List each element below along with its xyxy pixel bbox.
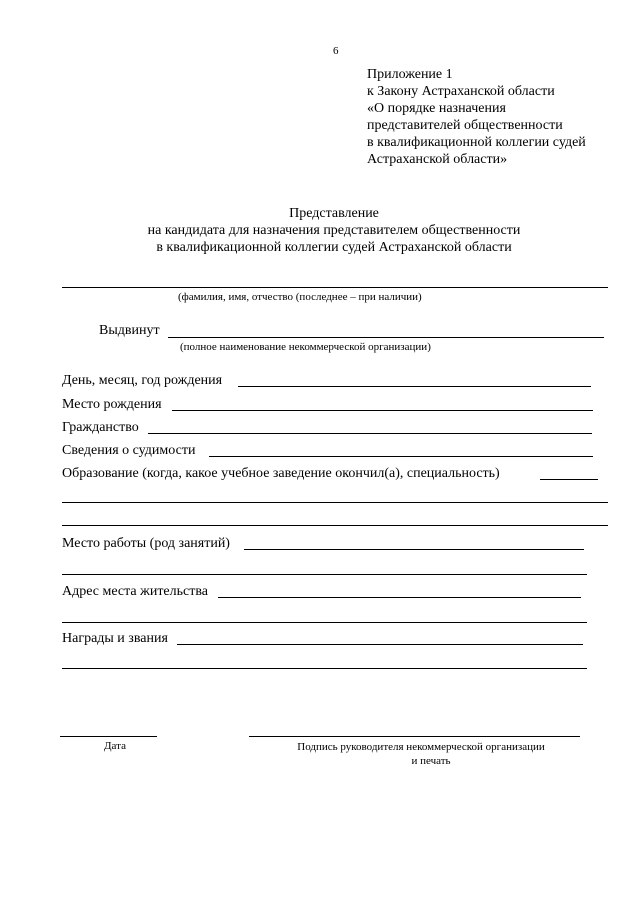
address-field-line[interactable] <box>218 597 581 598</box>
appendix-line: к Закону Астраханской области <box>367 84 555 99</box>
awards-extra-line[interactable] <box>62 668 587 669</box>
document-title <box>60 205 608 256</box>
signature-label-seal: и печать <box>411 755 451 767</box>
date-label: Дата <box>104 740 126 752</box>
signature-field-line[interactable] <box>249 736 580 737</box>
criminal-record-label: Сведения о судимости <box>62 443 196 458</box>
birth-place-label: Место рождения <box>62 397 162 412</box>
workplace-label: Место работы (род занятий) <box>62 536 230 551</box>
education-extra-line[interactable] <box>62 502 608 503</box>
education-field-line[interactable] <box>540 479 598 480</box>
citizenship-field-line[interactable] <box>148 433 592 434</box>
citizenship-label: Гражданство <box>62 420 139 435</box>
workplace-extra-line[interactable] <box>62 574 587 575</box>
address-extra-line[interactable] <box>62 622 587 623</box>
appendix-header <box>367 66 586 168</box>
page-number: 6 <box>333 45 339 57</box>
address-label: Адрес места жительства <box>62 584 208 599</box>
title-line: Представление <box>289 206 379 221</box>
signature-label: Подпись руководителя некоммерческой организации <box>297 741 545 753</box>
appendix-line: Приложение 1 <box>367 67 453 82</box>
criminal-record-field-line[interactable] <box>209 456 593 457</box>
date-field-line[interactable] <box>60 736 157 737</box>
appendix-line: «О порядке назначения <box>367 101 506 116</box>
appendix-line: Астраханской области» <box>367 152 508 167</box>
awards-label: Награды и звания <box>62 631 168 646</box>
nominated-hint: (полное наименование некоммерческой организации) <box>180 341 431 353</box>
workplace-field-line[interactable] <box>244 549 584 550</box>
birth-date-field-line[interactable] <box>238 386 591 387</box>
title-line: на кандидата для назначения представителем общественности <box>147 223 521 238</box>
appendix-line: представителей общественности <box>367 118 563 133</box>
education-label: Образование (когда, какое учебное заведение окончил(а), специальность) <box>62 466 500 481</box>
nominated-field-line[interactable] <box>168 337 604 338</box>
awards-field-line[interactable] <box>177 644 583 645</box>
education-extra-line[interactable] <box>62 525 608 526</box>
birth-place-field-line[interactable] <box>172 410 593 411</box>
nominated-label: Выдвинут <box>99 323 160 338</box>
fio-hint: (фамилия, имя, отчество (последнее – при наличии) <box>178 291 422 303</box>
appendix-line: в квалификационной коллегии судей <box>367 135 586 150</box>
birth-date-label: День, месяц, год рождения <box>62 373 223 388</box>
fio-field-line[interactable] <box>62 287 608 288</box>
title-line: в квалификационной коллегии судей Астраханской области <box>156 240 512 255</box>
